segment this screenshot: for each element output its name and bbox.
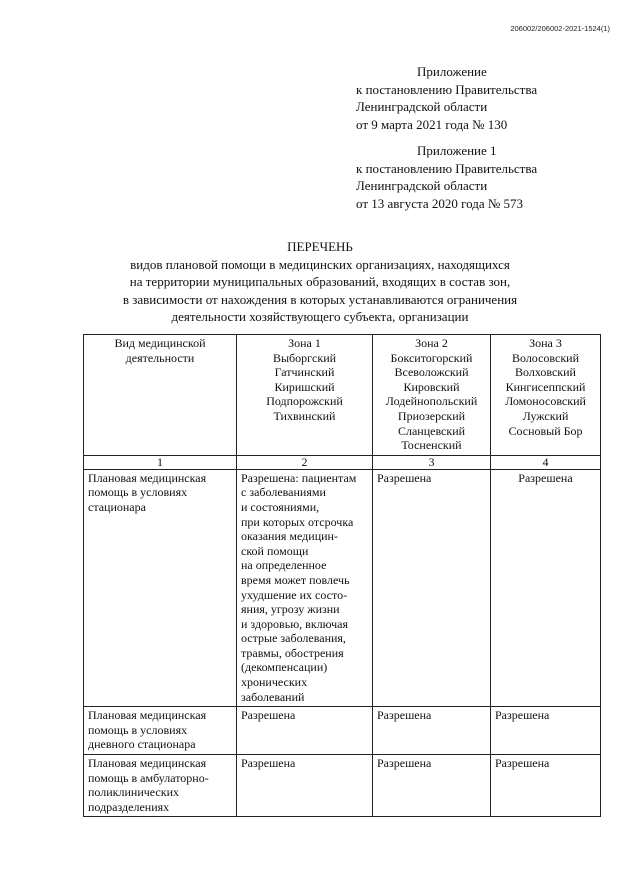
- zone-1-cell-line: и здоровью, включая: [241, 616, 349, 631]
- table-row: [84, 707, 601, 755]
- activity-type-cell: [84, 755, 237, 817]
- appendix-main-title: Приложение: [417, 64, 487, 79]
- zone-1-district: Киришский: [274, 379, 335, 394]
- activity-type-line: Плановая медицинская: [88, 708, 207, 723]
- activity-type-line: помощь в условиях: [88, 722, 188, 737]
- activity-type-cell: [84, 469, 237, 707]
- zone-3-cell: Разрешена: [491, 707, 601, 755]
- activity-type-line: помощь в условиях: [88, 485, 188, 500]
- zone-2-district: Тосненский: [401, 438, 462, 453]
- zone-1-cell: Разрешена: [237, 707, 373, 755]
- appendix-one-line-2: Ленинградской области: [356, 178, 488, 193]
- zone-1-cell-line: яния, угрозу жизни: [241, 602, 340, 617]
- zone-1-cell-line: время может повлечь: [241, 572, 350, 587]
- activity-type-line: Плановая медицинская: [88, 470, 207, 485]
- restrictions-table: [83, 334, 601, 817]
- zone-1-district: Выборгский: [272, 350, 337, 365]
- column-number: 3: [373, 455, 491, 469]
- column-number: 4: [491, 455, 601, 469]
- activity-type-line: дневного стационара: [88, 737, 196, 752]
- zone-2-district: Сланцевский: [397, 423, 466, 438]
- zone-1-cell-line: хронических: [241, 675, 308, 690]
- table-row: [84, 755, 601, 817]
- zone-3-district: Ломоносовский: [505, 394, 586, 409]
- zone-2-district: Лодейнопольский: [385, 394, 478, 409]
- zone-1-cell-line: Разрешена: пациентам: [241, 470, 357, 485]
- heading-line-3: в зависимости от нахождения в которых устанавливаются ограничения: [122, 291, 518, 307]
- zone-1-cell-line: и состояниями,: [241, 499, 320, 514]
- appendix-main-line-2: Ленинградской области: [356, 99, 488, 114]
- zone-1-cell-line: оказания медицин-: [241, 529, 338, 544]
- activity-type-line: помощь в амбулаторно-: [88, 770, 209, 785]
- zone-3-cell: Разрешена: [491, 469, 601, 707]
- zone-1-cell-line: ской помощи: [241, 543, 309, 558]
- zone-1-cell: Разрешена: [237, 755, 373, 817]
- column-number-row: [84, 455, 601, 469]
- zone-3-district: Волховский: [515, 365, 576, 380]
- appendix-one-line-3: от 13 августа 2020 года № 573: [356, 195, 524, 211]
- header-zone-2: [373, 335, 491, 456]
- activity-type-line: Плановая медицинская: [88, 756, 207, 771]
- zone-1-cell-line: острые заболевания,: [241, 631, 346, 646]
- document-title: ПЕРЕЧЕНЬ: [287, 239, 353, 254]
- zone-3-district: Волосовский: [511, 350, 580, 365]
- appendix-main-line-3: от 9 марта 2021 года № 130: [356, 116, 508, 132]
- zone-1-cell-line: при которых отсрочка: [241, 514, 354, 529]
- zone-1-district: Подпорожский: [266, 394, 343, 409]
- zone-2-district: Всеволожский: [394, 365, 469, 380]
- zone-1-cell-line: заболеваний: [241, 689, 305, 704]
- zone-2-cell: Разрешена: [373, 755, 491, 817]
- appendix-main-block: [356, 63, 537, 133]
- zone-1-cell-line: с заболеваниями: [241, 485, 326, 500]
- zone-2-district: Приозерский: [397, 408, 466, 423]
- zone-1-district: Тихвинский: [273, 408, 336, 423]
- zone-3-district: Кингисеппский: [505, 379, 586, 394]
- header-zone-3: [491, 335, 601, 456]
- heading-line-1: видов плановой помощи в медицинских организациях, находящихся: [130, 256, 510, 272]
- activity-type-line: подразделениях: [88, 799, 170, 814]
- zone-2-district: Бокситогорский: [390, 350, 473, 365]
- document-heading: [0, 238, 640, 326]
- zone-1-cell-line: травмы, обострения: [241, 645, 344, 660]
- document-registration-number: 206002/206002-2021-1524(1): [510, 24, 610, 33]
- zone-2-name: Зона 2: [415, 336, 448, 350]
- zone-2-cell: Разрешена: [373, 707, 491, 755]
- heading-line-2: на территории муниципальных образований, входящих в состав зон,: [129, 274, 511, 289]
- activity-type-cell: [84, 707, 237, 755]
- zone-1-cell-line: ухудшение их состо-: [241, 587, 348, 602]
- zone-2-district: Кировский: [403, 379, 460, 394]
- zone-3-cell: Разрешена: [491, 755, 601, 817]
- appendix-one-block: [356, 142, 537, 212]
- column-number: 1: [84, 455, 237, 469]
- zone-1-cell: [237, 469, 373, 707]
- activity-type-line: стационара: [88, 499, 146, 514]
- zone-3-district: Сосновый Бор: [508, 423, 583, 438]
- column-number: 2: [237, 455, 373, 469]
- zone-1-name: Зона 1: [288, 336, 321, 350]
- header-zone-1: [237, 335, 373, 456]
- table-header-row: [84, 335, 601, 456]
- zone-1-district: Гатчинский: [274, 365, 335, 380]
- zone-3-name: Зона 3: [529, 336, 562, 350]
- appendix-main-line-1: к постановлению Правительства: [356, 81, 538, 97]
- zone-1-cell-line: (декомпенсации): [241, 660, 328, 675]
- table-row: [84, 469, 601, 707]
- appendix-one-title: Приложение 1: [417, 143, 497, 158]
- activity-type-line: поликлинических: [88, 785, 179, 800]
- appendix-one-line-1: к постановлению Правительства: [356, 160, 538, 176]
- zone-3-district: Лужский: [522, 408, 569, 423]
- heading-line-4: деятельности хозяйствующего субъекта, организации: [171, 309, 469, 324]
- zone-2-cell: Разрешена: [373, 469, 491, 707]
- zone-1-cell-line: на определенное: [241, 558, 327, 573]
- header-activity-type: Вид медицинской деятельности: [84, 335, 237, 456]
